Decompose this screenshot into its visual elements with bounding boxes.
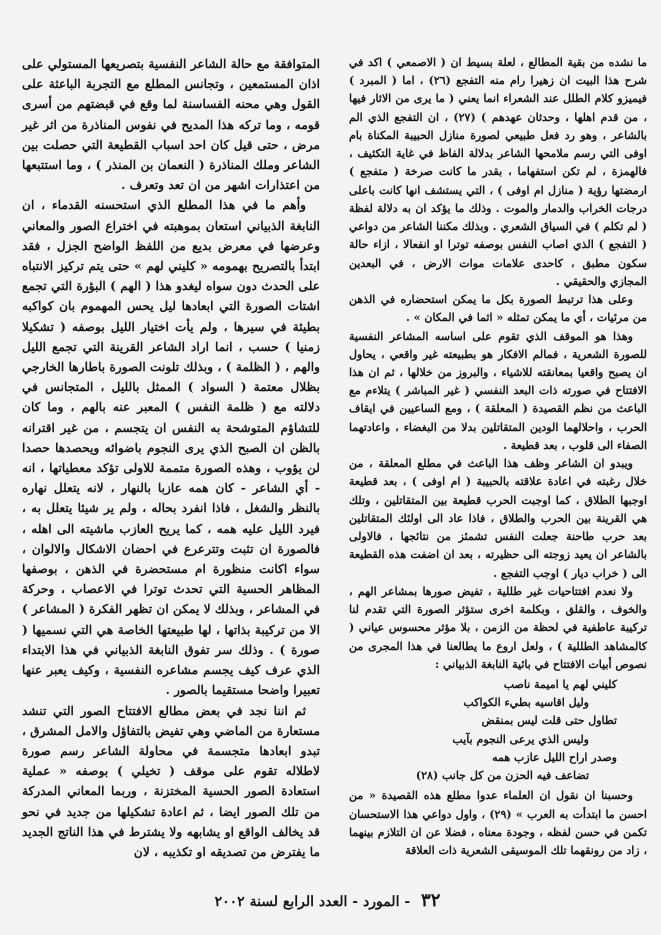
paragraph: ما نشده من بقية المطالع ، لعلة بسيط ان ( الاصمعي ) اكد في شرح هذا البيت ان زهيرا رام منه التفجع (٢٦) ، اما ( المبرد ) فيميزو كلام الطلل عند الشعراء انما يعني ( ما يرى من الاثار فيها ، من قدم اهلها ، وحدثان عهدهم ) (٢٧) ، ان التفجع الذي الم بالشاعر ، وهو رد فعل طبيعي لصورة منازل الحبيبة المكناة بام اوفى التي رسم ملامحها الشاعر بدلالة الفاظ في غاية التكثيف ، فالهمزة ، لم تكن استفهاما ، بقدر ما كانت صرخة ( متفجع ) ارمضتها رؤية ( منازل ام اوفى ) ، التي يستشف انها كانت باعلى درجات الخراب والدمار والموت . وذلك ما يؤكد ان به دلالة لفظة ( لم تكلم ) في السياق الشعري . وبذلك مكننا الشاعر من دواعي ( التفجع ) الذي اصاب النفس بوصفه توترا او انفعالا ، ازاء حالة سكون مطبق ، كاحدى علامات موات الارض ، في البعدين المجازي والحقيقي . <box>349 56 647 288</box>
left-text-column <box>22 54 320 862</box>
right-column-paragraphs <box>349 54 647 674</box>
footer-dash: - <box>404 894 411 910</box>
verse-line: وليس الذي يرعى النجوم بآيب <box>452 732 589 746</box>
paragraph: وهذا هو الموقف الذي تقوم على اساسه المشاعر النفسية للصورة الشعرية ، فمالم الافكار هو بطبيعته غير واقعي ، يحاول ان يصبح واقعيا بمعانقته للاشياء ، والبروز من خلالها ، ثم ان هذا الافتتاح في صورته ذات البعد النفسي ( غير المباشر ) يتلاءم مع الباعث من نظم القصيدة ( المعلقة ) ، ومع الساعيين في ايقاف الحرب ، واحلالهما الودين المتقاتلين بدلا من البغضاء ، واعادتهما الصفاء الى قلوب ، بعد قطيعة . <box>349 329 647 452</box>
page-footer <box>0 890 661 911</box>
verse-line: وليل اقاسيه بطيء الكواكب <box>463 696 589 710</box>
paragraph: وأهم ما في هذا المطلع الذي استحسنه القدماء ، ان النابغة الذبياني استعان بموهبته في اختراع الصور والمعاني وعرضها في معرض بديع من اللفظ الواضح الجزل ، فقد ابتدأ بالتصريح بهمومه « كليني لهم » حتى يتم تركيز الانتباه على الحدث دون سواه ليغدو هذا ( الهم ) البؤرة التي تجمع اشتات الصورة التي ابعادها ليل يحس المهموم بان كواكبه بطيئة في سيرها ، ولم يأت اختيار الليل بوصفه ( تشكيلا زمنيا ) حسب ، انما اراد الشاعر القرينة التي تجمع الليل والهم ، ( الظلمة ) ، وبذلك تلونت الصورة باطارها الخارجي بظلال معتمة ( السواد ) الممثل بالليل ، المتجانس في دلالته مع ( ظلمة النفس ) المعبر عنه بالهم ، وما كان للتشاؤم المتوشحة به النفس ان يتجسم ، من غير اقترانه بالظن ان الصبح الذي يرى النجوم باضوائه ويحصدها حصدا لن يؤوب ، وهذه الصورة متممة للاولى تؤكد معطياتها ، انه - أي الشاعر - كان همه عازبا بالنهار ، لانه يتعلل نهاره بالنظر والشغل ، فاذا انفرد بحاله ، ولم ير شيئا يتعلل به ، فيرد الليل عليه همه ، كما يريح العازب ماشيته الى اهله ، فالصورة ان تثبت وتترعرع في احضان الاشكال والالوان ، سواء اكانت منظورة ام مستحضرة في الذهن ، بوصفها المظاهر الحسية التي تحدث توترا في الاعصاب ، وحركة في المشاعر ، وبذلك لا يمكن ان تظهر الفكرة ( المشاعر ) الا من تركيبة بذاتها ، لها طبيعتها الخاصة هي التي نسميها ( صورة ) . وذلك سر تفوق النابغة الذبياني في هذا الابتداء الذي عرف كيف يجسم مشاعره النفسية ، وكيف يعبر عنها تعبيرا واضحا مستقيما بالصور . <box>22 198 320 698</box>
paragraph: وحسبنا ان نقول ان العلماء عدوا مطلع هذه القصيدة « من احسن ما ابتدأت به العرب » (٢٩) ، واول دواعي هذا الاستحسان تكمن في حسن لفظه ، وجودة معناه ، فضلا عن ان التلازم بينهما ، زاد من رونقهما تلك الموسيقى الشعرية ذات العلاقة <box>349 789 647 858</box>
poem-verse <box>349 676 647 785</box>
paragraph: ويبدو ان الشاعر وظف هذا الباعث في مطلع المعلقة ، من خلال رغبته في اعادة علاقته بالحبيبة ( ام اوفى ) ، بعد قطيعة اوجبها الطلاق ، كما اوجبت الحرب قطيعة بين المتقاتلين ، وتلك هي القرينة بين الحرب والطلاق ، فاذا عاد الى اولئك المتقاتلين بعد حرب طاحنة جعلت النفس تشمئز من نتائجها ، فالاولى بالشاعر ان يعيد زوجته الى حظيرته ، بعد ان اضفت هذه القطيعة الى ( خراب ديار ) اوجب التفجع . <box>349 457 647 580</box>
verse-line: كليني لهم يا اميمة ناصب <box>503 677 617 691</box>
paragraph: ولا نعدم افتتاحيات غير طللية ، تفيض صورها بمشاعر الهم ، والخوف ، والقلق ، وبكلمة اخرى ستؤثر الصورة التي تقدم لنا تركيبة عاطفية في لحظة من الزمن ، بلا مؤثر محسوس عياني ( كالمشاهد الطللية ) ، ولعل اروع ما يطالعنا في هذا المجرى من نصوص أبيات الافتتاح في بائية النابغة الذبياني : <box>349 584 647 671</box>
paragraph: المتوافقة مع حالة الشاعر النفسية بتصريعها المستولي على اذان المستمعين ، وتجانس المطلع مع التجربة الباعثة على القول وهي محنه الفساسنة لما وقع في قبضتهم من أسرى قومه ، وما تركه هذا المديح في نفوس المناذرة من اثر غير مرض ، حتى قيل كان احد اسباب القطيعة التي حصلت بين الشاعر وملك المناذرة ( النعمان بن المنذر ) ، وما استتبعها من اعتذارات اشهر من ان تعد وتعرف . <box>22 57 320 193</box>
right-text-column <box>349 54 647 860</box>
paragraph: وعلى هذا ترتبط الصورة بكل ما يمكن استحضاره في الذهن من مرئيات ، أي ما يمكن تمثله « اثما في المكان » . <box>349 293 647 325</box>
right-column-paragraphs-after <box>349 787 647 860</box>
page-number: ٣٢ <box>421 890 441 911</box>
verse-line: تضاعف فيه الحزن من كل جانب (٢٨) <box>415 769 589 783</box>
verse-line: وصدر اراح الليل عازب همه <box>492 750 617 764</box>
paragraph: ثم اننا نجد في بعض مطالع الافتتاح الصور التي تنشد مستعارة من الماضي وهي تفيض بالتفاؤل والامل المشرق ، تبدو ابعادها متجسمة في محاولة الشاعر رسم صورة لاطلاله تقوم على موقف ( تخيلي ) بوصفه « عملية استعادة الصور الحسية المختزنة ، وربما المعاني المدركة من تلك الصور ايضا ، ثم اعادة تشكيلها من جديد في نحو قد يخالف الواقع او يشابهه ولا يشترط في هذا الناتج الجديد ما يفترض من تصديقه او تكذيبه ، لان <box>22 703 320 859</box>
verse-line: تطاول حتى قلت ليس بمنقض <box>481 714 617 728</box>
journal-issue: المورد - العدد الرابع لسنة ٢٠٠٢ <box>214 894 400 910</box>
